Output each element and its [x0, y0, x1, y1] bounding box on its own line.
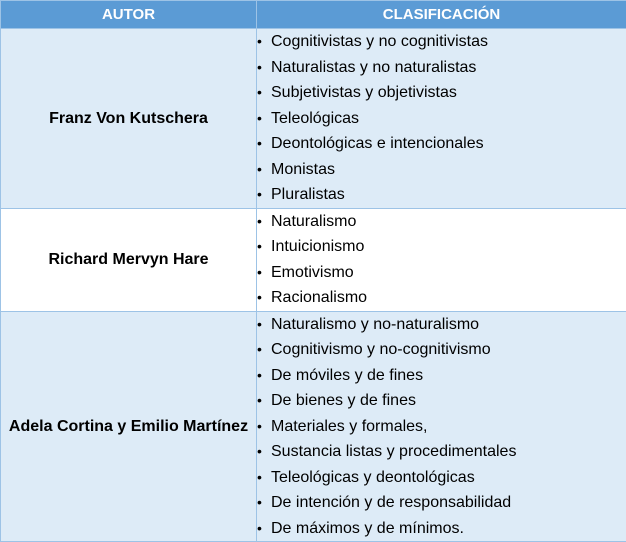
author-cell: Adela Cortina y Emilio Martínez — [1, 311, 257, 542]
list-item-text: Cognitivismo y no-cognitivismo — [271, 341, 491, 358]
list-item — [257, 55, 626, 81]
list-item-text: Naturalistas y no naturalistas — [271, 59, 476, 76]
list-item — [257, 80, 626, 106]
bullet-icon: • — [257, 312, 271, 338]
classification-list — [257, 29, 626, 208]
bullet-icon: • — [257, 337, 271, 363]
bullet-icon: • — [257, 516, 271, 542]
list-item-text: De intención y de responsabilidad — [271, 494, 511, 511]
bullet-icon: • — [257, 157, 271, 183]
list-item — [257, 285, 626, 311]
header-row — [1, 1, 626, 29]
bullet-icon: • — [257, 55, 271, 81]
list-item — [257, 312, 626, 338]
list-item-text: Intuicionismo — [271, 238, 364, 255]
bullet-icon: • — [257, 439, 271, 465]
list-item-text: De máximos y de mínimos. — [271, 520, 464, 537]
bullet-icon: • — [257, 80, 271, 106]
list-item-text: Pluralistas — [271, 186, 345, 203]
classification-cell — [257, 208, 626, 311]
author-column-header: AUTOR — [1, 1, 257, 29]
list-item — [257, 209, 626, 235]
list-item — [257, 182, 626, 208]
list-item — [257, 490, 626, 516]
list-item — [257, 439, 626, 465]
list-item-text: Subjetivistas y objetivistas — [271, 84, 457, 101]
list-item-text: Cognitivistas y no cognitivistas — [271, 33, 488, 50]
list-item — [257, 465, 626, 491]
list-item-text: Naturalismo y no-naturalismo — [271, 316, 479, 333]
bullet-icon: • — [257, 414, 271, 440]
list-item-text: Teleológicas — [271, 110, 359, 127]
table-row — [1, 208, 626, 311]
list-item-text: Monistas — [271, 161, 335, 178]
list-item-text: Emotivismo — [271, 264, 354, 281]
list-item-text: Sustancia listas y procedimentales — [271, 443, 516, 460]
classification-cell — [257, 29, 626, 209]
author-cell: Richard Mervyn Hare — [1, 208, 257, 311]
list-item-text: Teleológicas y deontológicas — [271, 469, 475, 486]
classification-cell — [257, 311, 626, 542]
classification-column-header: CLASIFICACIÓN — [257, 1, 626, 29]
list-item — [257, 337, 626, 363]
bullet-icon: • — [257, 29, 271, 55]
author-cell: Franz Von Kutschera — [1, 29, 257, 209]
list-item — [257, 131, 626, 157]
list-item-text: Deontológicas e intencionales — [271, 135, 484, 152]
list-item — [257, 414, 626, 440]
bullet-icon: • — [257, 209, 271, 235]
bullet-icon: • — [257, 106, 271, 132]
table-row — [1, 311, 626, 542]
bullet-icon: • — [257, 234, 271, 260]
list-item — [257, 157, 626, 183]
list-item-text: De móviles y de fines — [271, 367, 423, 384]
bullet-icon: • — [257, 260, 271, 286]
list-item — [257, 234, 626, 260]
list-item — [257, 29, 626, 55]
list-item — [257, 516, 626, 542]
list-item — [257, 363, 626, 389]
bullet-icon: • — [257, 465, 271, 491]
bullet-icon: • — [257, 490, 271, 516]
list-item — [257, 106, 626, 132]
table-row — [1, 29, 626, 209]
bullet-icon: • — [257, 285, 271, 311]
list-item-text: Materiales y formales, — [271, 418, 428, 435]
classification-list — [257, 209, 626, 311]
list-item-text: Naturalismo — [271, 213, 356, 230]
list-item — [257, 388, 626, 414]
bullet-icon: • — [257, 131, 271, 157]
list-item-text: Racionalismo — [271, 289, 367, 306]
bullet-icon: • — [257, 388, 271, 414]
list-item-text: De bienes y de fines — [271, 392, 416, 409]
classification-list — [257, 312, 626, 542]
bullet-icon: • — [257, 363, 271, 389]
bullet-icon: • — [257, 182, 271, 208]
list-item — [257, 260, 626, 286]
